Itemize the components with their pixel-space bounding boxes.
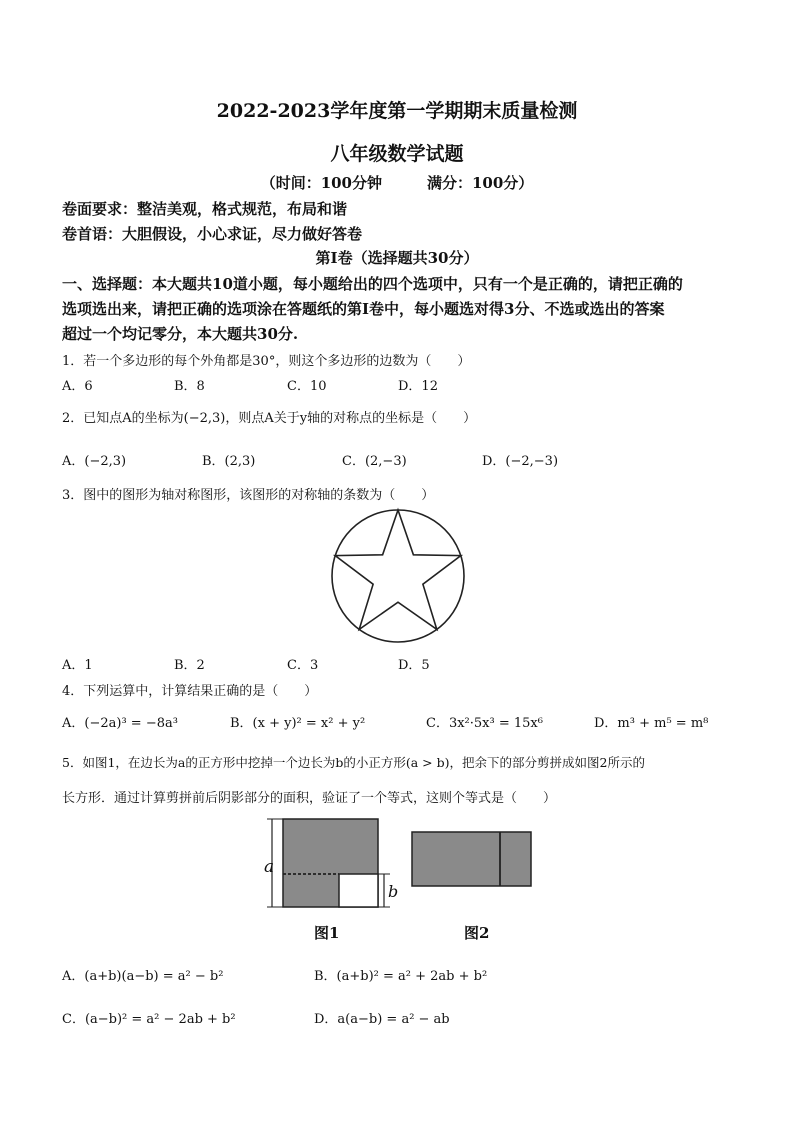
question-3-stem: 3．图中的图形为轴对称图形，该图形的对称轴的条数为（ ） — [62, 488, 435, 503]
part-title: 第Ⅰ卷（选择题共30分） — [315, 249, 479, 267]
time-score-line: （时间：100分钟 满分：100分） — [260, 174, 534, 192]
question-4-option-a: A．(−2a)³ = −8a³ — [62, 716, 178, 731]
question-5-stem-line2: 长方形．通过计算剪拼前后阴影部分的面积，验证了一个等式，这则个等式是（ ） — [62, 791, 557, 806]
question-5-option-d: D．a(a−b) = a² − ab — [314, 1012, 450, 1027]
figure-1-label-b: b — [388, 882, 399, 901]
question-1-stem: 1．若一个多边形的每个外角都是30°，则这个多边形的边数为（ ） — [62, 354, 471, 369]
question-2-option-b: B．(2,3) — [202, 454, 256, 469]
preface-line: 卷首语：大胆假设，小心求证，尽力做好答卷 — [62, 225, 363, 243]
question-1-option-a: A．6 — [62, 379, 93, 394]
question-5-option-c: C．(a−b)² = a² − 2ab + b² — [62, 1012, 236, 1027]
section-instruction-line2: 选项选出来，请把正确的选项涂在答题纸的第Ⅰ卷中，每小题选对得3分、不选或选出的答案 — [62, 300, 665, 318]
question-3-option-b: B．2 — [174, 658, 205, 673]
question-2-option-d: D．(−2,−3) — [482, 454, 559, 469]
figure-2-caption: 图2 — [464, 924, 490, 942]
question-5-option-a: A．(a+b)(a−b) = a² − b² — [62, 969, 224, 984]
figure-1 — [258, 815, 408, 910]
question-4-option-b: B．(x + y)² = x² + y² — [230, 716, 366, 731]
question-4-option-d: D．m³ + m⁵ = m⁸ — [594, 716, 709, 731]
question-3-option-a: A．1 — [62, 658, 93, 673]
section-instruction-line3: 超过一个均记零分，本大题共30分. — [62, 325, 299, 343]
question-4-option-c: C．3x²·5x³ = 15x⁶ — [426, 716, 543, 731]
question-1-option-b: B．8 — [174, 379, 205, 394]
question-3-option-d: D．5 — [398, 658, 430, 673]
question-1-option-d: D．12 — [398, 379, 438, 394]
question-1-option-c: C．10 — [287, 379, 327, 394]
question-2-option-a: A．(−2,3) — [62, 454, 127, 469]
figure-1-small-square — [339, 874, 378, 907]
exam-subtitle: 八年级数学试题 — [330, 143, 464, 165]
section-instruction-line1: 一、选择题：本大题共10道小题，每小题给出的四个选项中，只有一个是正确的，请把正确的 — [62, 275, 683, 293]
question-3-option-c: C．3 — [287, 658, 319, 673]
question-4-stem: 4．下列运算中，计算结果正确的是（ ） — [62, 684, 318, 699]
page-requirement: 卷面要求：整洁美观，格式规范，布局和谐 — [62, 200, 348, 218]
figure-2 — [410, 830, 535, 888]
figure-2-rectangle — [412, 832, 531, 886]
figure-1-caption: 图1 — [314, 924, 340, 942]
exam-title: 2022-2023学年度第一学期期末质量检测 — [216, 100, 578, 122]
star-in-circle-figure — [328, 500, 468, 650]
figure-circle — [332, 510, 464, 642]
question-2-stem: 2．已知点A的坐标为(−2,3)，则点A关于y轴的对称点的坐标是（ ） — [62, 411, 477, 426]
figure-star — [335, 510, 461, 629]
question-2-option-c: C．(2,−3) — [342, 454, 407, 469]
question-5-stem-line1: 5．如图1，在边长为a的正方形中挖掉一个边长为b的小正方形(a > b)，把余下的部分剪拼成如图2所示的 — [62, 755, 645, 770]
question-5-option-b: B．(a+b)² = a² + 2ab + b² — [314, 969, 488, 984]
figure-1-label-a: a — [264, 857, 275, 877]
